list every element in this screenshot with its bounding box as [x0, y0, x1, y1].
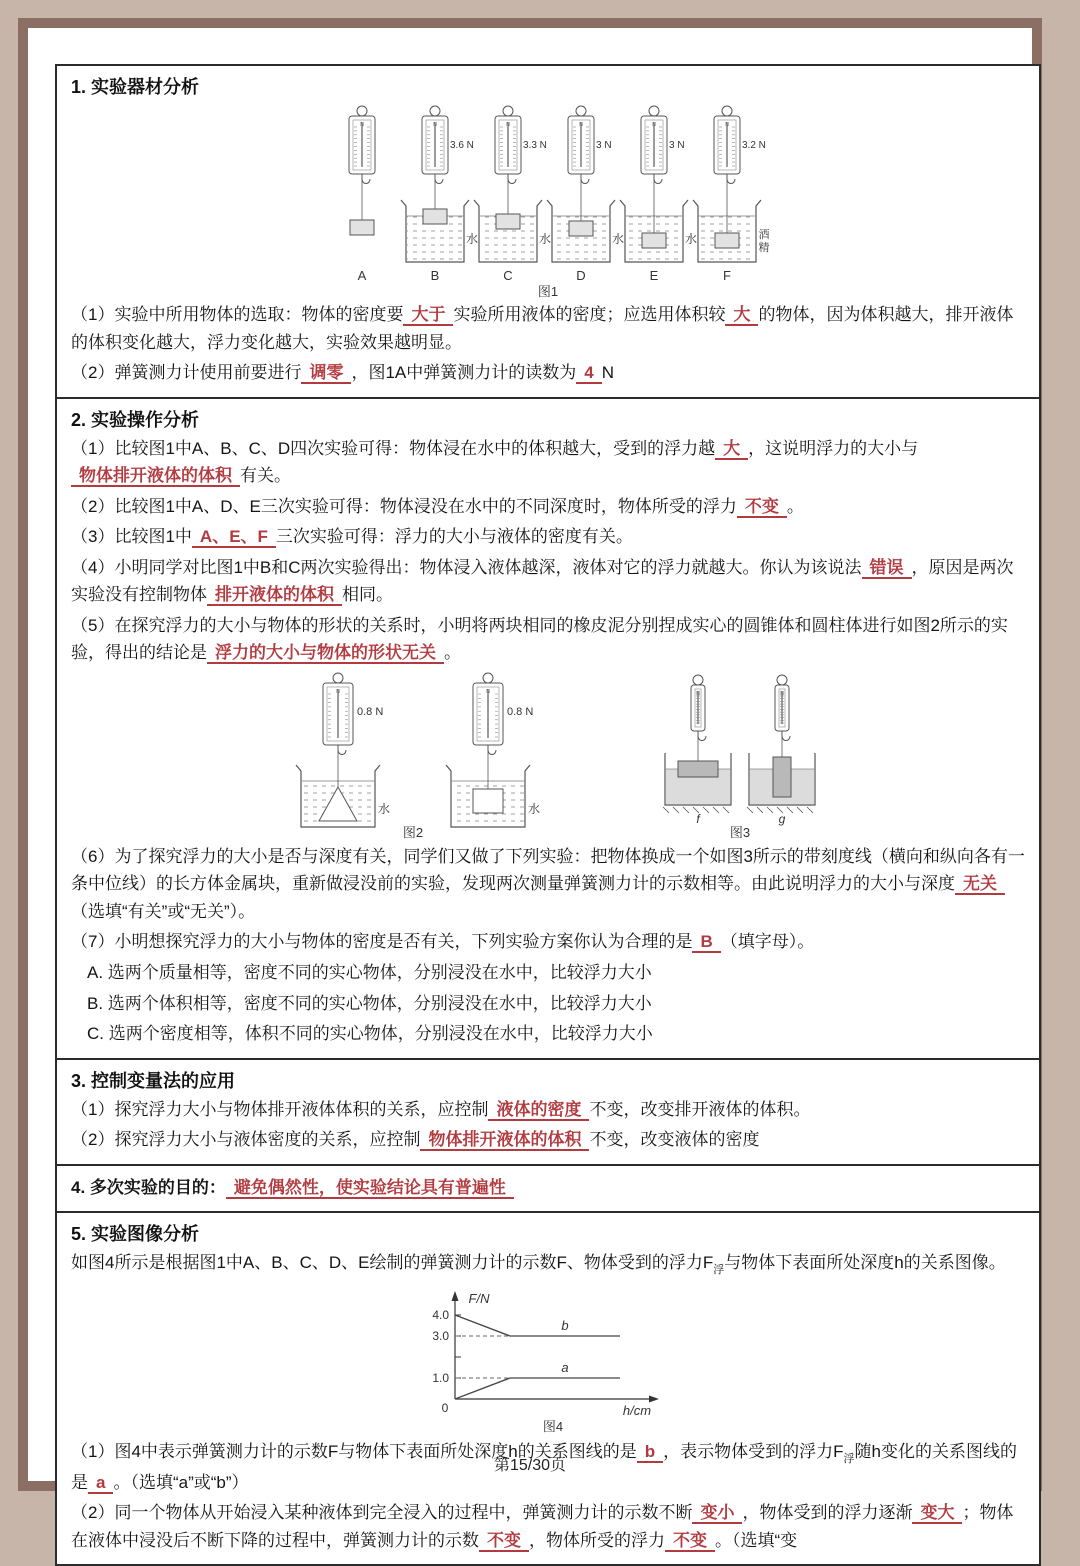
scale-ring	[722, 106, 732, 116]
series-label: a	[561, 1359, 569, 1375]
liquid-label: 水	[377, 801, 391, 816]
text-segment: ，这说明浮力的大小与	[748, 438, 919, 458]
figure-1	[322, 102, 774, 298]
text-segment: （6）为了探究浮力的大小是否与深度有关，同学们又做了下列实验：把物体换成一个如图3所示的带刻度线（横向和纵向各有一条中位线）的长方体金属块，重新做浸没前的实验，发现两次测量弹簧测力计的示数相等。由此说明浮力的大小与深度	[71, 846, 1025, 894]
question-item-2-7	[71, 928, 1025, 956]
y-tick-label: 1.0	[432, 1370, 449, 1385]
object-block	[715, 233, 739, 248]
scale-unit-label: N	[696, 690, 700, 697]
text-segment: ；物体在液体中浸没后不断下降的过程中，弹簧测力计的示数	[71, 1503, 1014, 1550]
object-block	[423, 209, 447, 224]
scale-ring	[430, 106, 440, 116]
text-segment: ，物体受到的浮力逐渐	[742, 1503, 913, 1523]
question-item-2-2	[71, 493, 1025, 521]
scale-ring	[503, 106, 513, 116]
scale-ring	[483, 673, 493, 683]
scale-reading: 0.8 N	[507, 705, 534, 718]
y-tick-label: 3.0	[432, 1328, 449, 1343]
question-item-3-1	[71, 1096, 1025, 1124]
section-4	[57, 1164, 1039, 1212]
text-segment: （1）实验中所用物体的选取：物体的密度要	[71, 305, 404, 324]
scale-ring	[777, 675, 787, 685]
text-segment: （7）小明想探究浮力的大小与物体的密度是否有关，下列实验方案你认为合理的是	[71, 932, 693, 952]
text-segment: ，图1A中弹簧测力计的读数为	[351, 363, 577, 383]
text-segment: 4. 多次实验的目的：	[71, 1177, 226, 1197]
series-a	[455, 1378, 620, 1399]
object-block	[642, 233, 666, 248]
paper	[18, 18, 1042, 1550]
figure-caption: 图3	[729, 824, 751, 839]
fig2-setup-1	[296, 673, 390, 827]
text-segment: （填字母）。	[720, 932, 815, 952]
series-label: b	[561, 1317, 569, 1333]
text-segment: ，原因是两次实验没有控制物体	[71, 557, 1014, 605]
question-item-2-5	[71, 612, 1025, 667]
text-segment: 三次实验可得：浮力的大小与液体的密度有关。	[275, 527, 633, 547]
text-segment: （2）探究浮力大小与液体密度的关系，应控制	[71, 1130, 421, 1150]
answer-blank: A、E、F	[192, 527, 276, 548]
scale-unit-label: N	[780, 690, 784, 697]
answer-blank: 无关	[955, 874, 1005, 895]
scale-ring	[333, 673, 343, 683]
answer-blank: a	[88, 1473, 113, 1494]
fig3-setup-g	[747, 675, 815, 826]
scale-unit-label: N	[652, 122, 656, 128]
text-segment: （选填“有关”或“无关”）。	[71, 901, 256, 921]
text-segment: ，物体所受的浮力	[529, 1530, 665, 1550]
scale-unit-label: N	[360, 122, 364, 128]
object-block	[569, 221, 593, 236]
text-segment: 不变，改变排开液体的体积。	[589, 1099, 811, 1119]
text-segment: 如图4所示是根据图1中A、B、C、D、E绘制的弹簧测力计的示数F、物体受到的浮力F	[71, 1253, 714, 1273]
scale-unit-label: N	[725, 122, 729, 128]
liquid-label: 酒	[758, 229, 770, 241]
figure-caption: 图4	[542, 1418, 564, 1434]
text-segment: （2）弹簧测力计使用前要进行	[71, 363, 302, 383]
question-item-2-4	[71, 554, 1025, 609]
figure-3	[638, 671, 838, 839]
text-segment: （5）在探究浮力的大小与物体的形状的关系时，小明将两块相同的橡皮泥分别捏成实心的圆锥体和圆柱体进行如图2所示的实验，得出的结论是	[71, 615, 1008, 663]
y-axis-label: F/N	[468, 1290, 490, 1306]
setup-letter: D	[576, 268, 586, 283]
scale-reading: 3 N	[596, 140, 612, 151]
liquid-label: 水	[611, 232, 625, 246]
answer-blank: 避免偶然性，使实验结论具有普遍性	[226, 1178, 514, 1199]
question-item-1-2	[71, 359, 1025, 387]
option-item-c: C. 选两个密度相等，体积不同的实心物体，分别浸没在水中，比较浮力大小	[87, 1024, 653, 1044]
answer-blank: 排开液体的体积	[207, 585, 342, 606]
scale-reading: 3.3 N	[523, 140, 547, 151]
scale-unit-label: N	[579, 122, 583, 128]
option-item-a: A. 选两个质量相等，密度不同的实心物体，分别浸没在水中，比较浮力大小	[87, 962, 652, 982]
setup-letter: E	[649, 268, 659, 283]
figure-4-chart	[403, 1283, 693, 1435]
text-segment: 的物体，因为体积越大，排开液体的体积变化越大，浮力变化越大，实验效果越明显。	[71, 305, 1014, 352]
object-block	[496, 214, 520, 229]
text-segment: 浮	[713, 1264, 725, 1277]
metal-block	[773, 757, 791, 797]
section-2-title: 2. 实验操作分析	[71, 409, 200, 430]
section-5-intro	[71, 1249, 1025, 1280]
setup-letter: g	[778, 811, 786, 826]
question-item-1-1	[71, 301, 1025, 356]
answer-blank: 大于	[403, 305, 453, 326]
section-3-title: 3. 控制变量法的应用	[71, 1070, 236, 1091]
setup-letter: B	[430, 268, 440, 283]
section-4-line	[71, 1174, 1025, 1202]
text-segment: 不变，改变液体的密度	[589, 1130, 760, 1150]
fig3-setup-f	[663, 675, 731, 826]
text-segment: （3）比较图1中	[71, 527, 192, 547]
scale-unit-label: N	[336, 688, 340, 695]
scale-unit-label: N	[486, 688, 490, 695]
text-segment: 有关。	[240, 466, 291, 486]
answer-blank: 物体排开液体的体积	[420, 1130, 589, 1151]
text-segment: 。	[786, 496, 804, 516]
liquid-label: 精	[758, 242, 770, 254]
section-5	[57, 1211, 1039, 1564]
text-segment: （1）图4中表示弹簧测力计的示数F与物体下表面所处深度h的关系图线的是	[71, 1441, 637, 1461]
text-segment: 与物体下表面所处深度h的关系图像。	[724, 1253, 1006, 1273]
fig1-setup-E	[620, 106, 697, 283]
fig1-setup-D	[547, 106, 624, 283]
figure-caption: 图1	[537, 284, 559, 298]
section-2	[57, 397, 1039, 1058]
section-5-title: 5. 实验图像分析	[71, 1224, 200, 1245]
answer-blank: 不变	[665, 1531, 715, 1552]
x-axis-label: h/cm	[622, 1402, 652, 1418]
text-segment: 浮	[843, 1452, 855, 1465]
section-3	[57, 1058, 1039, 1164]
setup-letter: f	[696, 811, 700, 826]
text-segment: （1）探究浮力大小与物体排开液体体积的关系，应控制	[71, 1099, 489, 1119]
answer-blank: B	[692, 932, 720, 953]
answer-blank: 调零	[301, 363, 351, 384]
question-item-2-6	[71, 843, 1025, 926]
text-segment: 。（选填“a”或“b”）	[113, 1472, 249, 1492]
fig1-setup-A	[349, 106, 375, 283]
scale-ring	[357, 106, 367, 116]
text-segment: ，表示物体受到的浮力F	[663, 1441, 844, 1461]
scale-reading: 3.2 N	[742, 140, 766, 151]
liquid-label: 水	[538, 232, 552, 246]
text-segment: 实验所用液体的密度；应选用体积较	[453, 305, 726, 324]
question-item-2-3	[71, 523, 1025, 551]
section-1-title: 1. 实验器材分析	[71, 77, 200, 97]
scale-reading: 3 N	[669, 140, 685, 151]
answer-blank: 液体的密度	[488, 1100, 589, 1121]
cube-object	[473, 789, 503, 813]
scale-ring	[649, 106, 659, 116]
answer-blank: 变小	[692, 1503, 742, 1524]
fig2-setup-2	[446, 673, 540, 827]
answer-blank: 4	[576, 363, 601, 384]
liquid-label: 水	[527, 801, 541, 816]
answer-blank: 物体排开液体的体积	[71, 466, 240, 487]
figure-2	[258, 671, 568, 839]
fig1-setup-C	[474, 106, 551, 283]
scale-reading: 3.6 N	[450, 140, 474, 151]
answer-blank: 不变	[737, 497, 787, 518]
metal-block	[678, 761, 718, 777]
setup-letter: C	[503, 268, 513, 283]
option-item-b: B. 选两个体积相等，密度不同的实心物体，分别浸没在水中，比较浮力大小	[87, 993, 652, 1013]
scale-reading: 0.8 N	[357, 705, 384, 718]
text-segment: 。（选填“变	[715, 1530, 798, 1550]
series-b	[455, 1315, 620, 1336]
answer-blank: 浮力的大小与物体的形状无关	[207, 643, 444, 664]
setup-letter: F	[723, 268, 731, 283]
question-item-2-1	[71, 435, 1025, 490]
fig1-setup-B	[401, 106, 478, 283]
text-segment: （2）比较图1中A、D、E三次实验可得：物体浸没在水中的不同深度时，物体所受的浮力	[71, 496, 737, 516]
footer-page-number: 第15/30页	[493, 1457, 567, 1474]
object-block	[350, 220, 374, 235]
text-segment: 。	[444, 643, 461, 663]
answer-blank: 错误	[862, 558, 912, 579]
content-table	[55, 64, 1041, 1566]
answer-blank: b	[637, 1442, 663, 1463]
figure-caption: 图2	[402, 824, 424, 839]
text-segment: 相同。	[342, 585, 393, 605]
text-segment: （4）小明同学对比图1中B和C两次实验得出：物体浸入液体越深，液体对它的浮力就越大。你认为该说法	[71, 557, 862, 577]
scale-unit-label: N	[506, 122, 510, 128]
liquid-label: 水	[465, 232, 479, 246]
scale-unit-label: N	[433, 122, 437, 128]
origin-label: 0	[441, 1400, 449, 1415]
text-segment: （1）比较图1中A、B、C、D四次实验可得：物体浸在水中的体积越大，受到的浮力越	[71, 438, 716, 458]
answer-blank: 不变	[479, 1531, 529, 1552]
y-tick-label: 4.0	[432, 1307, 449, 1322]
scale-ring	[576, 106, 586, 116]
section-1	[57, 66, 1039, 397]
text-segment: N	[601, 363, 615, 383]
liquid-label: 水	[684, 232, 698, 246]
setup-letter: A	[357, 268, 367, 283]
fig1-setup-F	[693, 106, 770, 283]
question-item-3-2	[71, 1126, 1025, 1154]
answer-blank: 大	[715, 439, 748, 460]
scale-ring	[693, 675, 703, 685]
text-segment: 随h变化的关系图线的是	[71, 1441, 1017, 1492]
answer-blank: 变大	[912, 1503, 962, 1524]
text-segment: （2）同一个物体从开始浸入某种液体到完全浸入的过程中，弹簧测力计的示数不断	[71, 1503, 693, 1523]
answer-blank: 大	[725, 305, 758, 326]
